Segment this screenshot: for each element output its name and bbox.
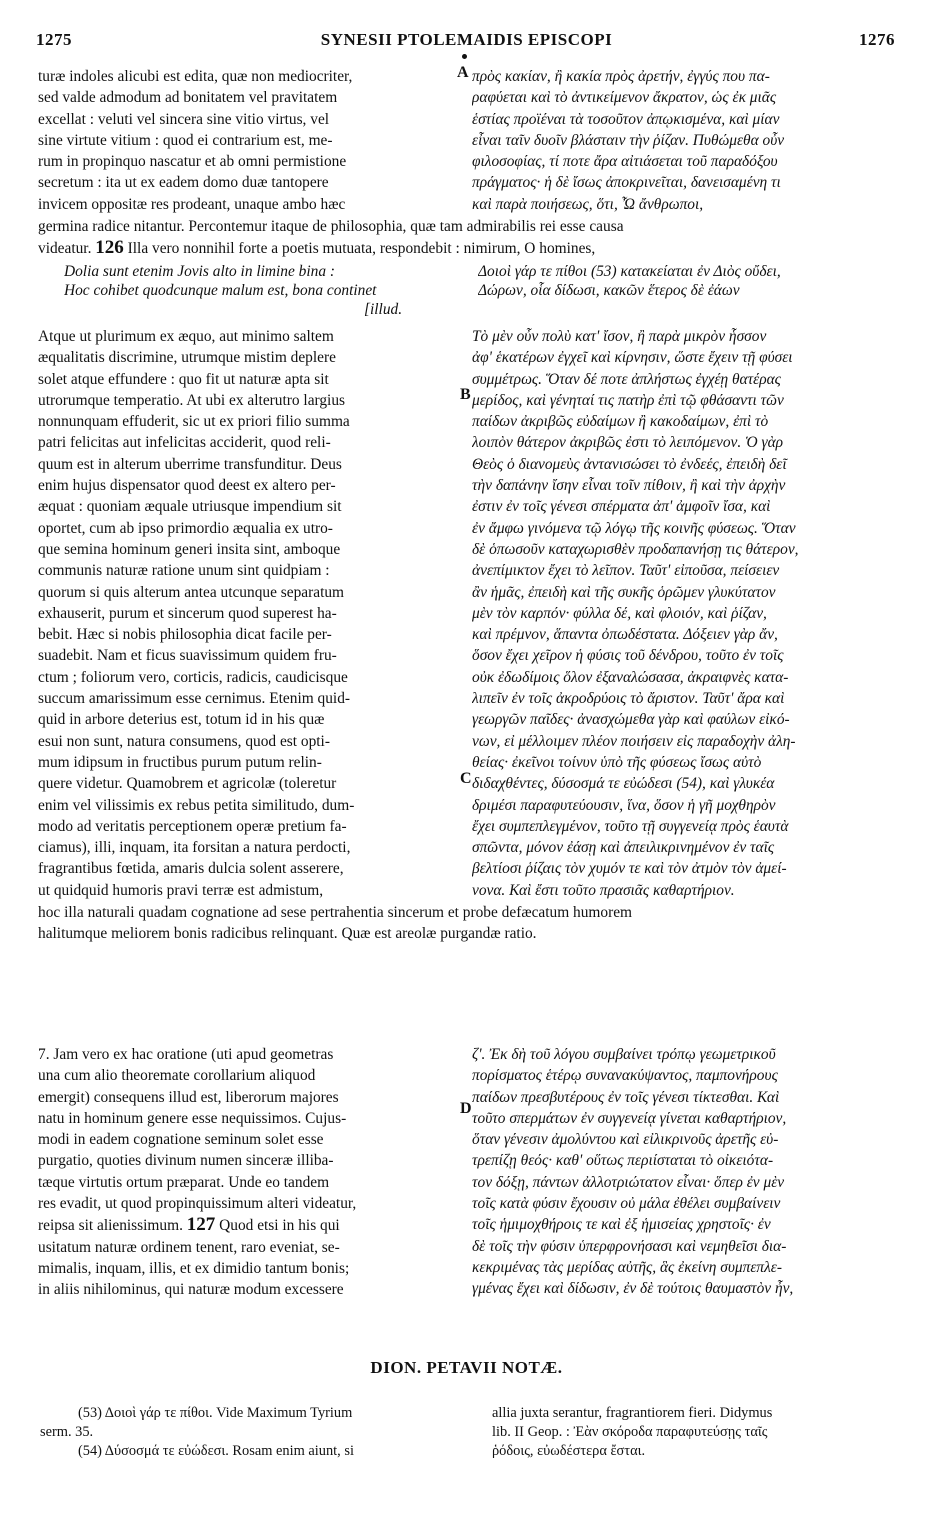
greek-line: Τὸ μὲν οὖν πολὺ κατ' ἴσον, ἢ παρὰ μικρὸν ἧσσον [472,328,767,345]
section-marker-b: B [460,386,471,403]
greek-line: τον δόξῃ, πάντων ἀλλοτριώτατον εἶναι· ὅπερ ἐν μὲν [472,1173,785,1191]
full-width-text-1 [38,216,904,260]
verse-line-end: [illud. [364,301,403,318]
greek-line: διδαχθέντες, δύσοσμά τε εὐώδεσι (54), καὶ γλυκέα [472,775,775,793]
section-marker-c: C [460,770,472,787]
full-line [38,237,904,259]
greek-line: μὲν τὸν καρπόν· φύλλα δέ, καὶ φλοιόν, καὶ ῥίζαν, [472,604,767,622]
latin-line: æquat : quoniam æquale utriusque impendium sit [38,498,342,516]
page-number-right: 1276 [859,30,895,49]
latin-line: modi in eadem cognatione seminum solet esse [38,1131,324,1149]
greek-line: τοῖς ἡμιμοχθήροις τε καὶ ἐξ ἡμισείας χρηστοῖς· ἐν [472,1216,771,1234]
latin-line [38,1214,458,1236]
greek-line: δὲ ὁπωσοῦν καταχωρισθὲν προδαπανήσῃ τις θάτερον, [472,540,799,558]
verse-line: Hoc cohibet quodcunque malum est, bona continet [64,282,377,299]
greek-line: φιλοσοφίας, τί ποτε ἄρα αἰτιάσεται τοῦ παραδόξου [472,153,778,171]
latin-line: mum idipsum in fructibus purum putum relin- [38,753,322,771]
ornament-dot [462,54,467,59]
latin-line: quid in arbore deterius est, totum id in his quæ [38,711,325,729]
full-line: germina radice nitantur. Percontemur itaque de philosophia, quæ tam admirabilis rei esse causa [38,218,624,235]
latin-line: succum amarissimum esse cernimus. Etenim quid- [38,690,351,708]
greek-line: γμένας ἔχει καὶ δίδωσιν, ἐν δὲ τούτοις θαυμαστὸν ἦν, [472,1280,794,1298]
latin-line: Atque ut plurimum ex æquo, aut minimo saltem [38,328,334,345]
greek-column-bottom [472,1044,904,1300]
latin-line: exhauserit, purum et sincerum quod superest ha- [38,604,337,622]
section-marker-a: A [457,64,469,81]
latin-line: quere videtur. Quamobrem et agricolæ (toleretur [38,775,337,793]
latin-line: oportet, cum ab ipso primordio æqualia ex utro- [38,519,333,537]
latin-line: secretum : ita ut ex eadem domo duæ tantopere [38,174,329,192]
latin-line: ut quidquid humoris pravi terræ est admistum, [38,881,324,899]
note-line: ῥόδοις, εὐωδέστερα ἔσται. [492,1443,646,1459]
greek-line: κεκριμένας τὰς μερίδας αὐτῆς, ἃς ἐκείνη συμπεπλε- [472,1258,782,1276]
greek-line: ἂν ἡμᾶς, ἐπειδὴ καὶ τῆς συκῆς ὁρῶμεν γλυκύτατον [472,583,776,601]
greek-line: ἑστίας προϊέναι τὰ τοσοῦτον ἀπῳκισμένα, καὶ μίαν [472,110,780,128]
latin-line: rum in propinquo nascatur et ab omni permistione [38,153,347,171]
latin-line: natu in hominum genere esse nequissimos. Cujus- [38,1109,347,1127]
greek-line: Θεὸς ὁ διανομεὺς ἀντανισώσει τὸ ἐνδεές, ἐπειδὴ δεῖ [472,455,787,473]
greek-line: λοιπὸν θάτερον ἀκριβῶς ἐστι τὸ λειπόμενον. Ὁ γὰρ [472,434,784,452]
latin-line: turæ indoles alicubi est edita, quæ non mediocriter, [38,68,353,85]
latin-line: suadebit. Nam et ficus suavissimum quidem fru- [38,647,337,665]
greek-line: ἀφ' ἑκατέρων ἐγχεῖ καὶ κίρνησιν, ὥστε ἔχειν τῇ φύσει [472,349,793,367]
greek-column-mid [472,326,904,901]
full-width-text-2 [38,902,904,945]
note-line: lib. II Geop. : Ἐὰν σκόροδα παραφυτεύσῃς ταῖς [492,1424,768,1440]
latin-line: quum est in alterum uberrime transfunditur. Deus [38,455,342,473]
latin-line: patri felicitas aut infelicitas acciderit, quod reli- [38,434,331,452]
latin-line: in aliis nihilominus, qui naturæ modum excessere [38,1281,344,1299]
latin-column-mid [38,326,458,901]
notes-title: DION. PETAVII NOTÆ. [370,1358,563,1377]
section-marker-d: D [460,1100,472,1117]
full-line: hoc illa naturali quadam cognatione ad sese pertrahentia sincerum et probe defæcatum humorem [38,904,633,921]
latin-line: bebit. Hæc si nobis philosophia dicat facile per- [38,626,332,644]
latin-line: esui non sunt, natura consumens, quod est opti- [38,732,330,750]
greek-line: τὴν δαπάνην ἴσην εἶναι τοῖν πίθοιν, ἢ καὶ τὴν ἀρχὴν [472,477,786,495]
note-line: allia juxta serantur, fragrantiorem fieri. Didymus [492,1405,773,1421]
running-title: SYNESII PTOLEMAIDIS EPISCOPI [320,30,613,49]
latin-line: quorum si quis alterum antea utcunque separatum [38,583,345,601]
latin-line: nonnunquam effuderit, sic ut ex priori filio summa [38,413,350,431]
latin-line: enim vel vilissimis ex rebus petita similitudo, dum- [38,796,355,814]
greek-line: καὶ παρὰ ποιήσεως, ὅτι, Ὦ ἄνθρωποι, [472,195,704,213]
latin-line: ctum ; foliorum vero, corticis, radicis, caudicisque [38,668,348,686]
latin-line: sine virtute vitium : quod ei contrarium est, me- [38,131,333,149]
greek-line: γεωργῶν παῖδες· ἀνασχώμεθα γὰρ καὶ φαύλων εἰκό- [472,711,790,729]
greek-line: οὐκ ἐδωδίμοις ὅλον ἐξαναλώσασα, ἀκραιφνὲς κατα- [472,668,789,686]
latin-line: invicem oppositæ res prodeant, unaque ambo hæc [38,195,346,213]
latin-line: purgatio, quoties divinum numen sinceræ illiba- [38,1152,334,1170]
greek-line: θείας· ἐκεῖνοι τοίνυν ὑπὸ τῆς φύσεως ἴσως αὐτὸ [472,753,762,771]
latin-line: sed valde admodum ad bonitatem vel pravitatem [38,89,338,107]
latin-line-start: reipsa sit alienissimum. [38,1217,183,1235]
greek-line: συμμέτρως. Ὅταν δέ ποτε ἀπλήστως ἐγχέῃ θατέρας [472,370,781,388]
latin-line: excellat : veluti vel sincera sine vitio virtus, vel [38,110,330,128]
greek-line: καὶ πρέμνον, ἅπαντα ὀπωδέστατα. Δόξειεν γὰρ ἄν, [472,626,778,644]
full-line-end: Illa vero nonnihil forte a poetis mutuata, respondebit : nimirum, O homines, [127,240,596,258]
greek-line: ὅσον ἔχει χεῖρον ἡ φύσις τοῦ δένδρου, τοῦτο ἐν τοῖς [472,647,784,665]
latin-column-bottom [38,1044,458,1301]
column-number-127: 127 [186,1214,216,1236]
greek-line: βελτίοσι ῥίζαις τὸν χυμόν τε καὶ τὸν ἀτμὸν τὸν ἀμεί- [472,860,787,878]
latin-line-end: Quod etsi in his qui [219,1217,340,1235]
latin-line: emergit) consequens illud est, liberorum majores [38,1088,339,1106]
greek-line: ραφύεται καὶ τὸ ἀντικείμενον ἄκρατον, ὡς ἐκ μιᾶς [472,89,777,107]
greek-line: παίδων ἀκριβῶς εὐδαίμων ἢ κακοδαίμων, ἐπὶ τὸ [472,413,769,431]
latin-line: modo ad veritatis perceptionem operæ pretium fa- [38,817,347,835]
latin-line: una cum alio theoremate corollarium aliquod [38,1067,316,1085]
latin-line: mimalis, inquam, illis, et ex dimidio tantum bonis; [38,1259,350,1277]
greek-line: ἀνεπίμικτον ἔχει τὸ λεῖπον. Ταῦτ' εἰποῦσα, πείσειεν [472,562,780,580]
full-line-start: videatur. [38,240,92,258]
greek-line: δριμέσι παραφυτεύουσιν, ἵνα, ὅσον ἡ γῆ μοχθηρὸν [472,796,776,814]
latin-line: usitatum naturæ ordinem tenent, raro eveniat, se- [38,1238,340,1256]
latin-line: fragrantibus fœtida, amaris dulcia solent asserere, [38,860,344,878]
note-line: (53) Δοιοὶ γάρ τε πίθοι. Vide Maximum Tyrium [78,1405,353,1421]
note-line: (54) Δύσοσμά τε εὐώδεσι. Rosam enim aiunt, si [78,1443,354,1459]
greek-line: τρεπίζῃ θεός· καθ' οὕτως περιίσταται τὸ οἰκειότα- [472,1152,774,1170]
greek-line: ἔχει συμπεπλεγμένον, τοῦτο τῇ συγγενείᾳ πρὸς ἑαυτὰ [472,817,789,835]
greek-line: πορίσματος ἑτέρῳ συνανακύψαντος, παμπονήρους [472,1067,778,1085]
latin-line: æqualitatis discrimine, utrumque mistim deplere [38,349,336,367]
notes-left-column [40,1404,478,1461]
latin-line: tæque virtutis ortum præparat. Unde eo tandem [38,1173,330,1191]
greek-line: σπῶντα, μόνον ἐάσῃ καὶ ἀπειλικρινημένον ἐν ταῖς [472,839,775,857]
greek-line: ἐν ἄμφω γινόμενα τῷ λόγῳ τῆς κοινῆς φύσεως. Ὅταν [472,519,796,537]
greek-line: πρὸς κακίαν, ἢ κακία πρὸς ἀρετήν, ἐγγύς που πα- [472,68,770,85]
greek-line: δὲ τοῖς τὴν φύσιν ὑπερφρονήσασι καὶ νεμηθεῖσι δια- [472,1237,787,1255]
latin-line: utrorumque temperatio. At ubi ex alterutro largius [38,391,346,409]
greek-line: τοῖς κατὰ φύσιν ἔχουσιν οὐ μάλα ἐθέλει συμβαίνειν [472,1195,781,1213]
page-number-left: 1275 [36,30,72,49]
greek-line: τοῦτο σπερμάτων ἐν συγγενείᾳ γίνεται καθαρτήριον, [472,1109,787,1127]
greek-line: παίδων πρεσβυτέρους ἐν τοῖς γένεσι τίκτεσθαι. Καὶ [472,1088,780,1106]
greek-line: νονα. Καὶ ἔστι τοῦτο πρασιᾶς καθαρτήριον. [472,881,735,899]
greek-column-top [472,66,904,215]
verse-line: Δώρων, οἷα δίδωσι, κακῶν ἕτερος δὲ ἐάων [478,282,740,299]
greek-line: ἐστιν ἐν τοῖς γένεσι σπέρματα ἀπ' ἀμφοῖν ἴσα, καὶ [472,498,771,516]
full-line: halitumque meliorem bonis radicibus relinquant. Quæ est areolæ purgandæ ratio. [38,925,537,943]
verse-line: Dolia sunt etenim Jovis alto in limine bina : [64,263,336,280]
latin-line: enim hujus dispensator quod deest ex altero per- [38,477,336,495]
greek-line: μερίδος, καὶ γένηταί τις πατὴρ ἐπὶ τῷ φθάσαντι τῶν [472,391,784,409]
greek-line: λιπεῖν ἐν τοῖς ἀκροδρύοις τὸ ἄριστον. Ταῦτ' ἄρα καὶ [472,690,785,708]
latin-line: res evadit, ut quod propinquissimum alteri videatur, [38,1195,357,1213]
greek-line: ζ'. Ἐκ δὴ τοῦ λόγου συμβαίνει τρόπῳ γεωμετρικοῦ [472,1046,776,1063]
greek-line: ὅταν γένεσιν ἀμολύντου καὶ εἰλικρινοῦς ἀρετῆς εὐ- [472,1131,779,1149]
latin-column-top [38,66,458,215]
greek-line: εἶναι ταῖν δυοῖν βλάσταιν τὴν ῥίζαν. Πυθώμεθα οὖν [472,131,785,149]
greek-line: νων, εἰ μέλλοιμεν πλέον ποιήσειν εἰς παραδοχὴν ἀλη- [472,732,796,750]
latin-line: solet atque effundere : quo fit ut naturæ apta sit [38,370,329,388]
latin-line: que semina hominum generi insita sint, amboque [38,540,341,558]
column-number-126: 126 [95,237,124,259]
latin-line: 7. Jam vero ex hac oratione (uti apud geometras [38,1046,334,1063]
greek-line: πράγματος· ἡ δὲ ἴσως ἀποκρινεῖται, δανεισαμένη τι [472,174,781,192]
latin-line: communis naturæ ratione unum sint quidpiam : [38,562,330,580]
note-line: serm. 35. [40,1424,94,1440]
notes-right-column [492,1404,904,1461]
latin-verse [64,262,464,319]
verse-line: Δοιοὶ γάρ τε πίθοι (53) κατακείαται ἐν Διὸς οὔδει, [478,263,781,280]
greek-verse [478,262,908,300]
latin-line: ciamus), illi, inquam, ita forsitan a natura perdocti, [38,839,351,857]
